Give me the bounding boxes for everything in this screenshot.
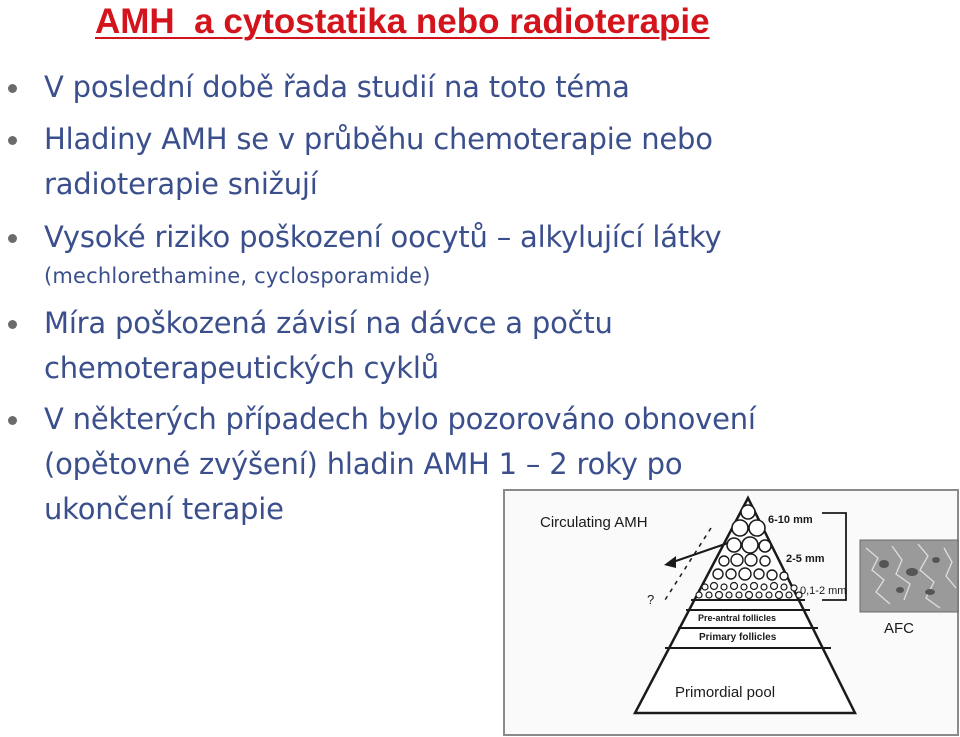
question-mark: ? bbox=[647, 592, 655, 607]
bullet-text: (opětovné zvýšení) hladin AMH 1 – 2 roky po bbox=[44, 447, 683, 481]
size-large-label: 6-10 mm bbox=[768, 514, 813, 526]
ultrasound-image bbox=[860, 540, 958, 612]
bullet-dot-icon bbox=[8, 136, 17, 145]
bullet-dot-icon bbox=[8, 416, 17, 425]
preantral-label: Pre-antral follicles bbox=[698, 613, 777, 623]
bullet-text: chemoterapeutických cyklů bbox=[44, 351, 439, 385]
bullet-text: V poslední době řada studií na toto téma bbox=[44, 70, 630, 104]
bullet-dot-icon bbox=[8, 234, 17, 243]
bullet-text: Hladiny AMH se v průběhu chemoterapie nebo bbox=[44, 122, 713, 156]
follicle-pyramid-diagram bbox=[500, 488, 960, 737]
bullet-text: Míra poškozená závisí na dávce a počtu bbox=[44, 306, 613, 340]
bullet-subtext: (mechlorethamine, cyclosporamide) bbox=[44, 264, 431, 288]
size-medium-label: 2-5 mm bbox=[786, 553, 825, 565]
primordial-label: Primordial pool bbox=[675, 684, 776, 701]
afc-label: AFC bbox=[884, 620, 914, 637]
primary-label: Primary follicles bbox=[699, 632, 777, 643]
bullet-text: radioterapie snižují bbox=[44, 167, 318, 201]
bullet-dot-icon bbox=[8, 84, 17, 93]
size-small-label: 0,1-2 mm bbox=[800, 585, 847, 597]
slide-title: AMH a cytostatika nebo radioterapie bbox=[95, 2, 710, 41]
circulating-amh-label: Circulating AMH bbox=[540, 514, 648, 531]
bullet-text: Vysoké riziko poškození oocytů – alkylující látky bbox=[44, 220, 722, 254]
bullet-text: V některých případech bylo pozorováno obnovení bbox=[44, 402, 756, 436]
bullet-text: ukončení terapie bbox=[44, 492, 284, 526]
bullet-dot-icon bbox=[8, 320, 17, 329]
